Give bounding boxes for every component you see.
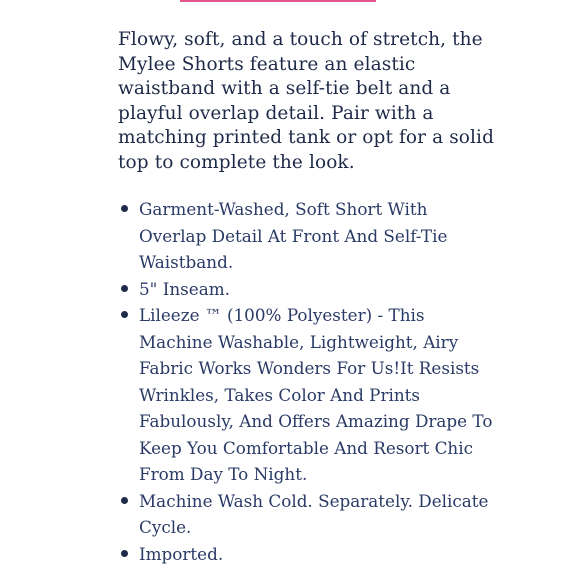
list-item	[118, 276, 498, 303]
bullet-icon	[121, 205, 128, 212]
feature-text: Machine Wash Cold. Separately. Delicate Cycle.	[139, 490, 489, 537]
bullet-icon	[121, 285, 128, 292]
feature-text: 5" Inseam.	[139, 278, 230, 299]
product-description: Flowy, soft, and a touch of stretch, the Mylee Shorts feature an elastic waistband with a self-tie belt and a playful overlap detail. Pair with a matching printed tank or opt for a solid top to complete the look.	[118, 29, 495, 173]
top-link-underline[interactable]	[180, 0, 376, 2]
list-item	[118, 488, 498, 541]
bullet-icon	[121, 497, 128, 504]
feature-text: Lileeze ™ (100% Polyester) - This Machine Washable, Lightweight, Airy Fabric Works Wonders For Us!It Resists Wrinkles, Takes Color And Prints Fabulously, And Offers Amazing Drape To Keep You Comfortable And Resort Chic From Day To Night.	[139, 305, 493, 484]
bullet-icon	[121, 311, 128, 318]
feature-list	[118, 196, 498, 567]
list-item	[118, 541, 498, 568]
bullet-icon	[121, 550, 128, 557]
feature-text: Garment-Washed, Soft Short With Overlap Detail At Front And Self-Tie Waistband.	[139, 199, 448, 272]
list-item	[118, 196, 498, 276]
feature-text: Imported.	[139, 543, 224, 564]
list-item	[118, 302, 498, 488]
